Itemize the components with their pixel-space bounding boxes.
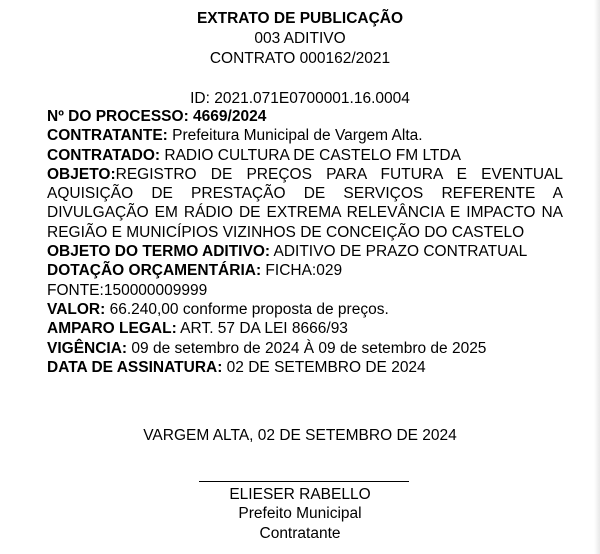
objeto-termo-line [47,242,563,261]
amparo-line [47,319,563,338]
contratante-line [47,126,563,145]
dotacao-line [47,261,563,280]
vigencia-line [47,339,563,358]
valor-line [47,300,563,319]
dotacao-label: DOTAÇÃO ORÇAMENTÁRIA: [47,262,262,280]
contratante-value: Prefeitura Municipal de Vargem Alta. [167,127,423,145]
signature-line [199,481,409,482]
signer-party: Contratante [259,525,341,542]
signer-name: ELIESER RABELLO [229,486,371,503]
objeto-value: REGISTRO DE PREÇOS PARA FUTURA E EVENTUAL AQUISIÇÃO DE PRESTAÇÃO DE SERVIÇOS REFERENTE A DIVULGAÇÃO EM RÁDIO DE EXTREMA RELEVÂNCIA E IMPACTO NA REGIÃO E MUNICÍPIOS VIZINHOS DE CONCEIÇÃO DO CASTELO [47,165,563,241]
contract-number: CONTRATO 000162/2021 [209,50,391,67]
amparo-value: ART. 57 DA LEI 8666/93 [176,320,348,338]
objeto-termo-label: OBJETO DO TERMO ADITIVO: [47,243,271,261]
valor-value: 66.240,00 conforme proposta de preços. [105,300,389,318]
dotacao-value: FICHA:029 [261,262,343,280]
vigencia-label: VIGÊNCIA: [47,339,128,357]
vigencia-value: 09 de setembro de 2024 À 09 de setembro de 2025 [127,339,487,357]
signer-role: Prefeito Municipal [238,505,362,522]
fonte-line: FONTE:150000009999 [47,281,208,299]
assinatura-line [47,358,563,377]
contratado-line [47,146,563,165]
processo-line [47,107,563,126]
assinatura-label: DATA DE ASSINATURA: [47,358,223,376]
page-edge-shadow [594,0,600,554]
objeto-label: OBJETO: [47,165,116,183]
processo-value: 4669/2024 [193,108,267,125]
valor-label: VALOR: [47,300,106,318]
document-title: EXTRATO DE PUBLICAÇÃO [196,10,404,27]
contratante-label: CONTRATANTE: [47,127,168,145]
contratado-label: CONTRATADO: [47,146,161,164]
aditivo-number: 003 ADITIVO [254,30,346,47]
document-body [47,107,563,377]
objeto-termo-value: ADITIVO DE PRAZO CONTRATUAL [270,243,528,261]
contratado-value: RADIO CULTURA DE CASTELO FM LTDA [160,146,461,164]
amparo-label: AMPARO LEGAL: [47,320,177,338]
processo-label: Nº DO PROCESSO: [47,108,189,125]
objeto-paragraph [47,165,563,242]
document-id: ID: 2021.071E0700001.16.0004 [190,90,410,107]
city-date: VARGEM ALTA, 02 DE SETEMBRO DE 2024 [143,427,457,444]
assinatura-value: 02 DE SETEMBRO DE 2024 [222,358,426,376]
